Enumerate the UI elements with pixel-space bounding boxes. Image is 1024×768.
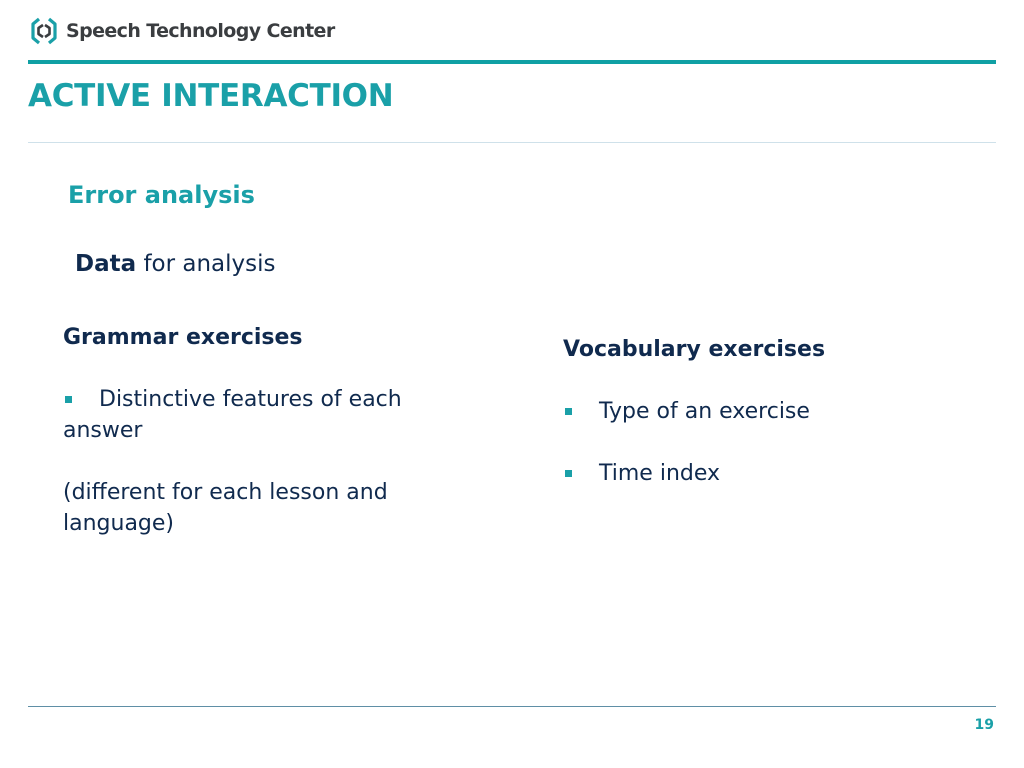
bullet-square-icon [565,470,572,477]
vocabulary-bullet [563,396,983,427]
lead-bold: Data [75,251,137,277]
grammar-heading: Grammar exercises [63,325,303,350]
vocabulary-bullet [563,458,983,489]
section-subtitle: Error analysis [68,181,255,209]
lead-rest: for analysis [136,251,276,277]
page-number: 19 [974,717,994,733]
vocabulary-bullet-text: Time index [599,461,721,486]
slide-title: ACTIVE INTERACTION [28,78,394,114]
company-logo [28,14,335,48]
header-rule [28,60,996,64]
lead-text [75,251,276,277]
grammar-bullet-text: Distinctive features of each answer [63,387,402,443]
title-divider [28,142,996,143]
grammar-column [63,322,443,539]
vocabulary-column [563,334,983,489]
stc-logo-icon [28,15,60,47]
footer-rule [28,706,996,707]
grammar-bullet [63,384,443,446]
bullet-square-icon [565,408,572,415]
bullet-square-icon [65,396,72,403]
vocabulary-bullet-text: Type of an exercise [599,399,810,424]
grammar-note: (different for each lesson and language) [63,480,388,536]
vocabulary-heading: Vocabulary exercises [563,337,826,362]
logo-text: Speech Technology Center [66,20,335,42]
